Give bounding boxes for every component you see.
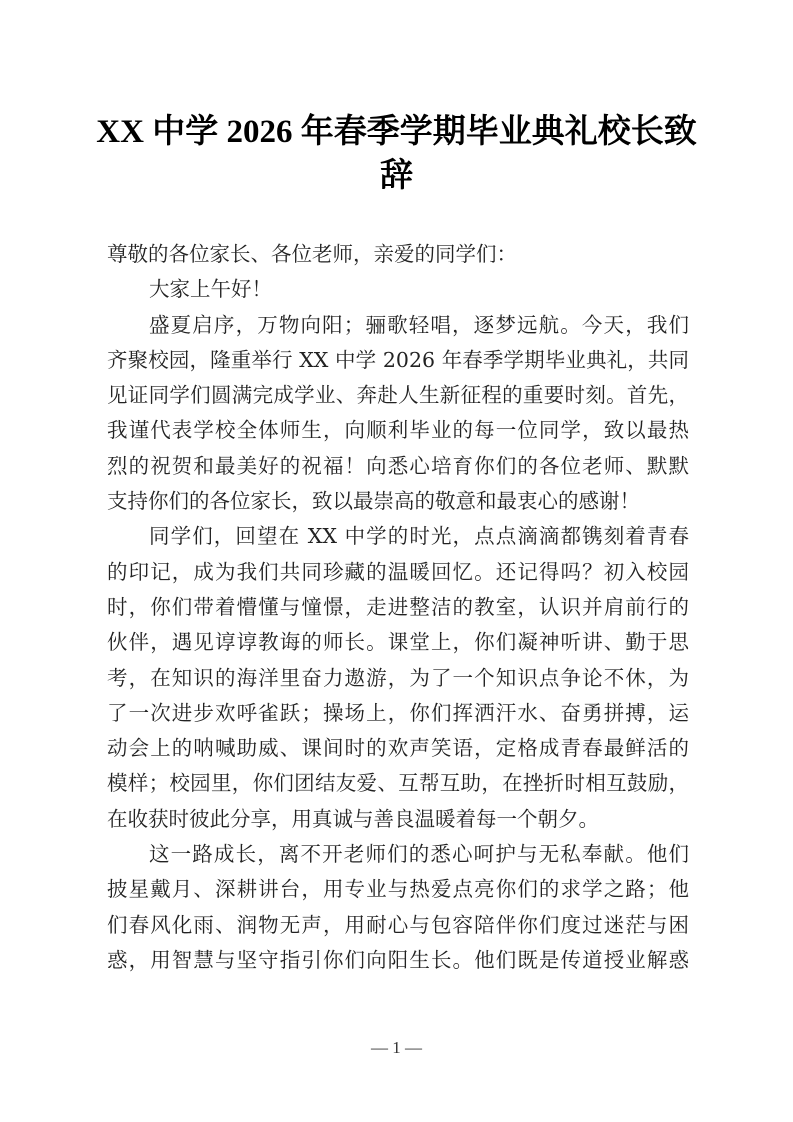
paragraph-line: 考，在知识的海洋里奋力遨游，为了一个知识点争论不休，为 xyxy=(107,665,689,690)
paragraph-line: 惑，用智慧与坚守指引你们向阳生长。他们既是传道授业解惑 xyxy=(107,947,689,972)
paragraph-line: 齐聚校园，隆重举行 XX 中学 2026 年春季学期毕业典礼，共同 xyxy=(107,347,689,372)
paragraph-line: 了一次进步欢呼雀跃；操场上，你们挥洒汗水、奋勇拼搏，运 xyxy=(107,700,689,725)
paragraph-line: 时，你们带着懵懂与憧憬，走进整洁的教室，认识并肩前行的 xyxy=(107,594,689,619)
greeting: 大家上午好！ xyxy=(149,277,272,302)
paragraph-line: 支持你们的各位家长，致以最崇高的敬意和最衷心的感谢！ xyxy=(107,489,640,514)
paragraph-line: 伙伴，遇见谆谆教诲的师长。课堂上，你们凝神听讲、勤于思 xyxy=(107,630,689,655)
paragraph-line: 在收获时彼此分享，用真诚与善良温暖着每一个朝夕。 xyxy=(107,806,599,831)
paragraph-line: 见证同学们圆满完成学业、奔赴人生新征程的重要时刻。首先， xyxy=(107,383,689,408)
paragraph-line: 披星戴月、深耕讲台，用专业与热爱点亮你们的求学之路；他 xyxy=(107,877,689,902)
paragraph-line: 们春风化雨、润物无声，用耐心与包容陪伴你们度过迷茫与困 xyxy=(107,912,689,937)
salutation: 尊敬的各位家长、各位老师，亲爱的同学们： xyxy=(107,242,517,266)
paragraph-line: 盛夏启序，万物向阳；骊歌轻唱，逐梦远航。今天，我们 xyxy=(149,312,689,337)
paragraph-line: 同学们，回望在 XX 中学的时光，点点滴滴都镌刻着青春 xyxy=(149,524,689,549)
paragraph-line: 动会上的呐喊助威、课间时的欢声笑语，定格成青春最鲜活的 xyxy=(107,736,689,761)
paragraph-line: 这一路成长，离不开老师们的悉心呵护与无私奉献。他们 xyxy=(149,842,689,867)
paragraph-2 xyxy=(107,519,689,837)
paragraph-line: 烈的祝贺和最美好的祝福！向悉心培育你们的各位老师、默默 xyxy=(107,453,689,478)
document-title xyxy=(90,110,703,198)
title-line-2: 辞 xyxy=(380,158,413,194)
paragraph-line: 模样；校园里，你们团结友爱、互帮互助，在挫折时相互鼓励， xyxy=(107,771,689,796)
title-line-1: XX 中学 2026 年春季学期毕业典礼校长致 xyxy=(96,114,697,150)
paragraph-line: 我谨代表学校全体师生，向顺利毕业的每一位同学，致以最热 xyxy=(107,418,689,443)
page-number: — 1 — xyxy=(371,1038,422,1057)
document-body xyxy=(107,237,689,978)
paragraph-3 xyxy=(107,837,689,978)
paragraph-line: 的印记，成为我们共同珍藏的温暖回忆。还记得吗？初入校园 xyxy=(107,559,689,584)
paragraph-1 xyxy=(107,308,689,520)
